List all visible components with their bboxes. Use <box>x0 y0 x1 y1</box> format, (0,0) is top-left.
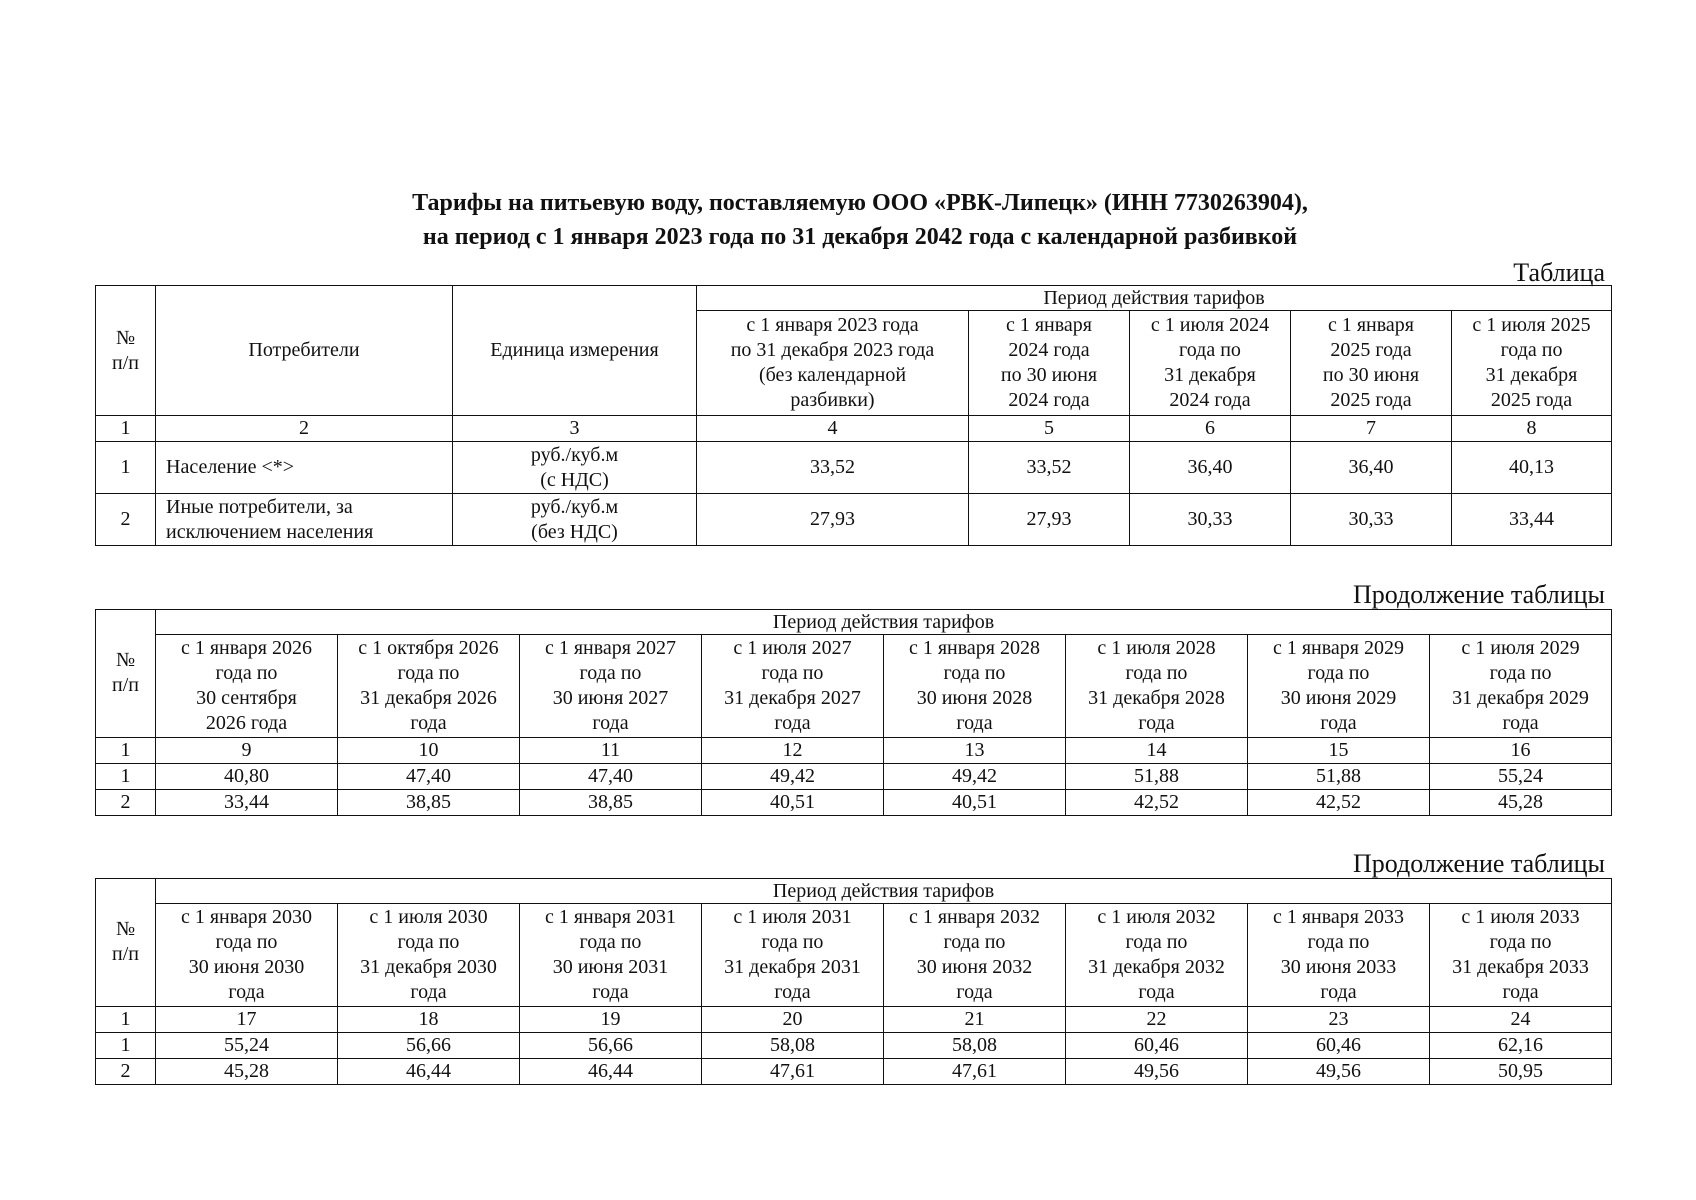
tariff-value: 51,88 <box>1066 764 1248 790</box>
index-cell: 3 <box>453 416 697 442</box>
period-header-cell: с 1 января 2024 года по 30 июня 2024 года <box>969 311 1130 416</box>
period-header-cell: с 1 июля 2033 года по 31 декабря 2033 года <box>1430 904 1612 1007</box>
tariff-value: 40,51 <box>702 790 884 816</box>
row-number: 1 <box>96 1033 156 1059</box>
unit-cell: руб./куб.м (с НДС) <box>453 442 697 494</box>
tariff-value: 42,52 <box>1066 790 1248 816</box>
tariff-value: 62,16 <box>1430 1033 1612 1059</box>
table-row <box>96 1033 1612 1059</box>
row-number: 1 <box>96 764 156 790</box>
tariff-value: 49,42 <box>884 764 1066 790</box>
table-row <box>96 764 1612 790</box>
title-line-1: Тарифы на питьевую воду, поставляемую ООО «РВК-Липецк» (ИНН 7730263904), <box>412 190 1308 216</box>
tariff-value: 40,80 <box>156 764 338 790</box>
period-header-cell: с 1 января 2031 года по 30 июня 2031 года <box>520 904 702 1007</box>
table-row <box>96 790 1612 816</box>
consumer-cell: Иные потребители, за исключением населения <box>156 494 453 546</box>
tariff-value: 45,28 <box>1430 790 1612 816</box>
tariff-value: 51,88 <box>1248 764 1430 790</box>
index-cell: 24 <box>1430 1007 1612 1033</box>
tariff-table-1 <box>95 285 1612 546</box>
index-cell: 8 <box>1452 416 1612 442</box>
index-cell: 2 <box>156 416 453 442</box>
tariff-value: 55,24 <box>1430 764 1612 790</box>
index-cell: 6 <box>1130 416 1291 442</box>
tariff-value: 30,33 <box>1291 494 1452 546</box>
index-cell: 21 <box>884 1007 1066 1033</box>
table-row <box>96 494 1612 546</box>
tariff-value: 45,28 <box>156 1059 338 1085</box>
tariff-value: 47,61 <box>884 1059 1066 1085</box>
tariff-value: 30,33 <box>1130 494 1291 546</box>
column-index-row <box>96 738 1612 764</box>
period-header-cell: с 1 января 2025 года по 30 июня 2025 года <box>1291 311 1452 416</box>
period-header-cell: с 1 января 2023 года по 31 декабря 2023 года (без календарной разбивки) <box>697 311 969 416</box>
index-cell: 17 <box>156 1007 338 1033</box>
tariff-value: 38,85 <box>520 790 702 816</box>
tariff-value: 49,56 <box>1248 1059 1430 1085</box>
tariff-value: 49,56 <box>1066 1059 1248 1085</box>
tariff-value: 47,61 <box>702 1059 884 1085</box>
tariff-value: 36,40 <box>1130 442 1291 494</box>
period-header-cell: с 1 января 2030 года по 30 июня 2030 года <box>156 904 338 1007</box>
period-header-cell: с 1 июля 2024 года по 31 декабря 2024 года <box>1130 311 1291 416</box>
tariff-value: 55,24 <box>156 1033 338 1059</box>
tariff-value: 58,08 <box>884 1033 1066 1059</box>
index-cell: 22 <box>1066 1007 1248 1033</box>
table-row <box>96 442 1612 494</box>
period-header-cell: с 1 октября 2026 года по 31 декабря 2026 года <box>338 635 520 738</box>
index-cell: 16 <box>1430 738 1612 764</box>
index-cell: 9 <box>156 738 338 764</box>
index-cell: 1 <box>96 1007 156 1033</box>
index-cell: 1 <box>96 738 156 764</box>
index-cell: 18 <box>338 1007 520 1033</box>
header-number: № п/п <box>96 286 156 416</box>
table-caption: Продолжение таблицы <box>1353 849 1605 878</box>
row-number: 1 <box>96 442 156 494</box>
tariff-table-2 <box>95 609 1612 816</box>
header-period: Период действия тарифов <box>156 879 1612 904</box>
tariff-value: 33,52 <box>697 442 969 494</box>
index-cell: 14 <box>1066 738 1248 764</box>
period-header-cell: с 1 июля 2027 года по 31 декабря 2027 года <box>702 635 884 738</box>
tariff-value: 46,44 <box>520 1059 702 1085</box>
index-cell: 5 <box>969 416 1130 442</box>
period-header-cell: с 1 июля 2032 года по 31 декабря 2032 года <box>1066 904 1248 1007</box>
header-consumers: Потребители <box>156 286 453 416</box>
index-cell: 1 <box>96 416 156 442</box>
header-unit: Единица измерения <box>453 286 697 416</box>
period-header-cell: с 1 июля 2025 года по 31 декабря 2025 года <box>1452 311 1612 416</box>
row-number: 2 <box>96 1059 156 1085</box>
tariff-table-3 <box>95 878 1612 1085</box>
table-caption: Продолжение таблицы <box>1353 580 1605 609</box>
row-number: 2 <box>96 494 156 546</box>
period-header-cell: с 1 июля 2029 года по 31 декабря 2029 года <box>1430 635 1612 738</box>
index-cell: 23 <box>1248 1007 1430 1033</box>
period-header-cell: с 1 января 2027 года по 30 июня 2027 года <box>520 635 702 738</box>
index-cell: 15 <box>1248 738 1430 764</box>
tariff-value: 50,95 <box>1430 1059 1612 1085</box>
index-cell: 20 <box>702 1007 884 1033</box>
tariff-value: 60,46 <box>1066 1033 1248 1059</box>
tariff-value: 56,66 <box>520 1033 702 1059</box>
tariff-value: 38,85 <box>338 790 520 816</box>
tariff-value: 36,40 <box>1291 442 1452 494</box>
header-number: № п/п <box>96 879 156 1007</box>
tariff-value: 42,52 <box>1248 790 1430 816</box>
tariff-value: 47,40 <box>520 764 702 790</box>
index-cell: 7 <box>1291 416 1452 442</box>
tariff-value: 47,40 <box>338 764 520 790</box>
period-header-cell: с 1 июля 2030 года по 31 декабря 2030 года <box>338 904 520 1007</box>
document-title <box>0 186 1696 254</box>
table-row <box>96 1059 1612 1085</box>
period-header-cell: с 1 января 2029 года по 30 июня 2029 года <box>1248 635 1430 738</box>
tariff-value: 46,44 <box>338 1059 520 1085</box>
index-cell: 10 <box>338 738 520 764</box>
index-cell: 4 <box>697 416 969 442</box>
period-header-cell: с 1 января 2026 года по 30 сентября 2026 года <box>156 635 338 738</box>
tariff-value: 27,93 <box>697 494 969 546</box>
period-header-cell: с 1 января 2033 года по 30 июня 2033 года <box>1248 904 1430 1007</box>
tariff-value: 60,46 <box>1248 1033 1430 1059</box>
tariff-value: 56,66 <box>338 1033 520 1059</box>
row-number: 2 <box>96 790 156 816</box>
tariff-value: 27,93 <box>969 494 1130 546</box>
period-header-cell: с 1 января 2028 года по 30 июня 2028 года <box>884 635 1066 738</box>
header-number: № п/п <box>96 610 156 738</box>
period-header-cell: с 1 июля 2031 года по 31 декабря 2031 года <box>702 904 884 1007</box>
table-caption: Таблица <box>1513 258 1605 287</box>
period-header-cell: с 1 июля 2028 года по 31 декабря 2028 года <box>1066 635 1248 738</box>
title-line-2: на период с 1 января 2023 года по 31 декабря 2042 года с календарной разбивкой <box>422 224 1298 250</box>
tariff-value: 40,13 <box>1452 442 1612 494</box>
index-cell: 11 <box>520 738 702 764</box>
index-cell: 19 <box>520 1007 702 1033</box>
tariff-value: 33,44 <box>1452 494 1612 546</box>
tariff-value: 58,08 <box>702 1033 884 1059</box>
index-cell: 13 <box>884 738 1066 764</box>
tariff-value: 40,51 <box>884 790 1066 816</box>
consumer-cell: Население <*> <box>156 442 453 494</box>
column-index-row <box>96 1007 1612 1033</box>
tariff-value: 33,44 <box>156 790 338 816</box>
index-cell: 12 <box>702 738 884 764</box>
tariff-value: 49,42 <box>702 764 884 790</box>
unit-cell: руб./куб.м (без НДС) <box>453 494 697 546</box>
header-period: Период действия тарифов <box>156 610 1612 635</box>
period-header-cell: с 1 января 2032 года по 30 июня 2032 года <box>884 904 1066 1007</box>
header-period: Период действия тарифов <box>697 286 1612 311</box>
column-index-row <box>96 416 1612 442</box>
tariff-value: 33,52 <box>969 442 1130 494</box>
